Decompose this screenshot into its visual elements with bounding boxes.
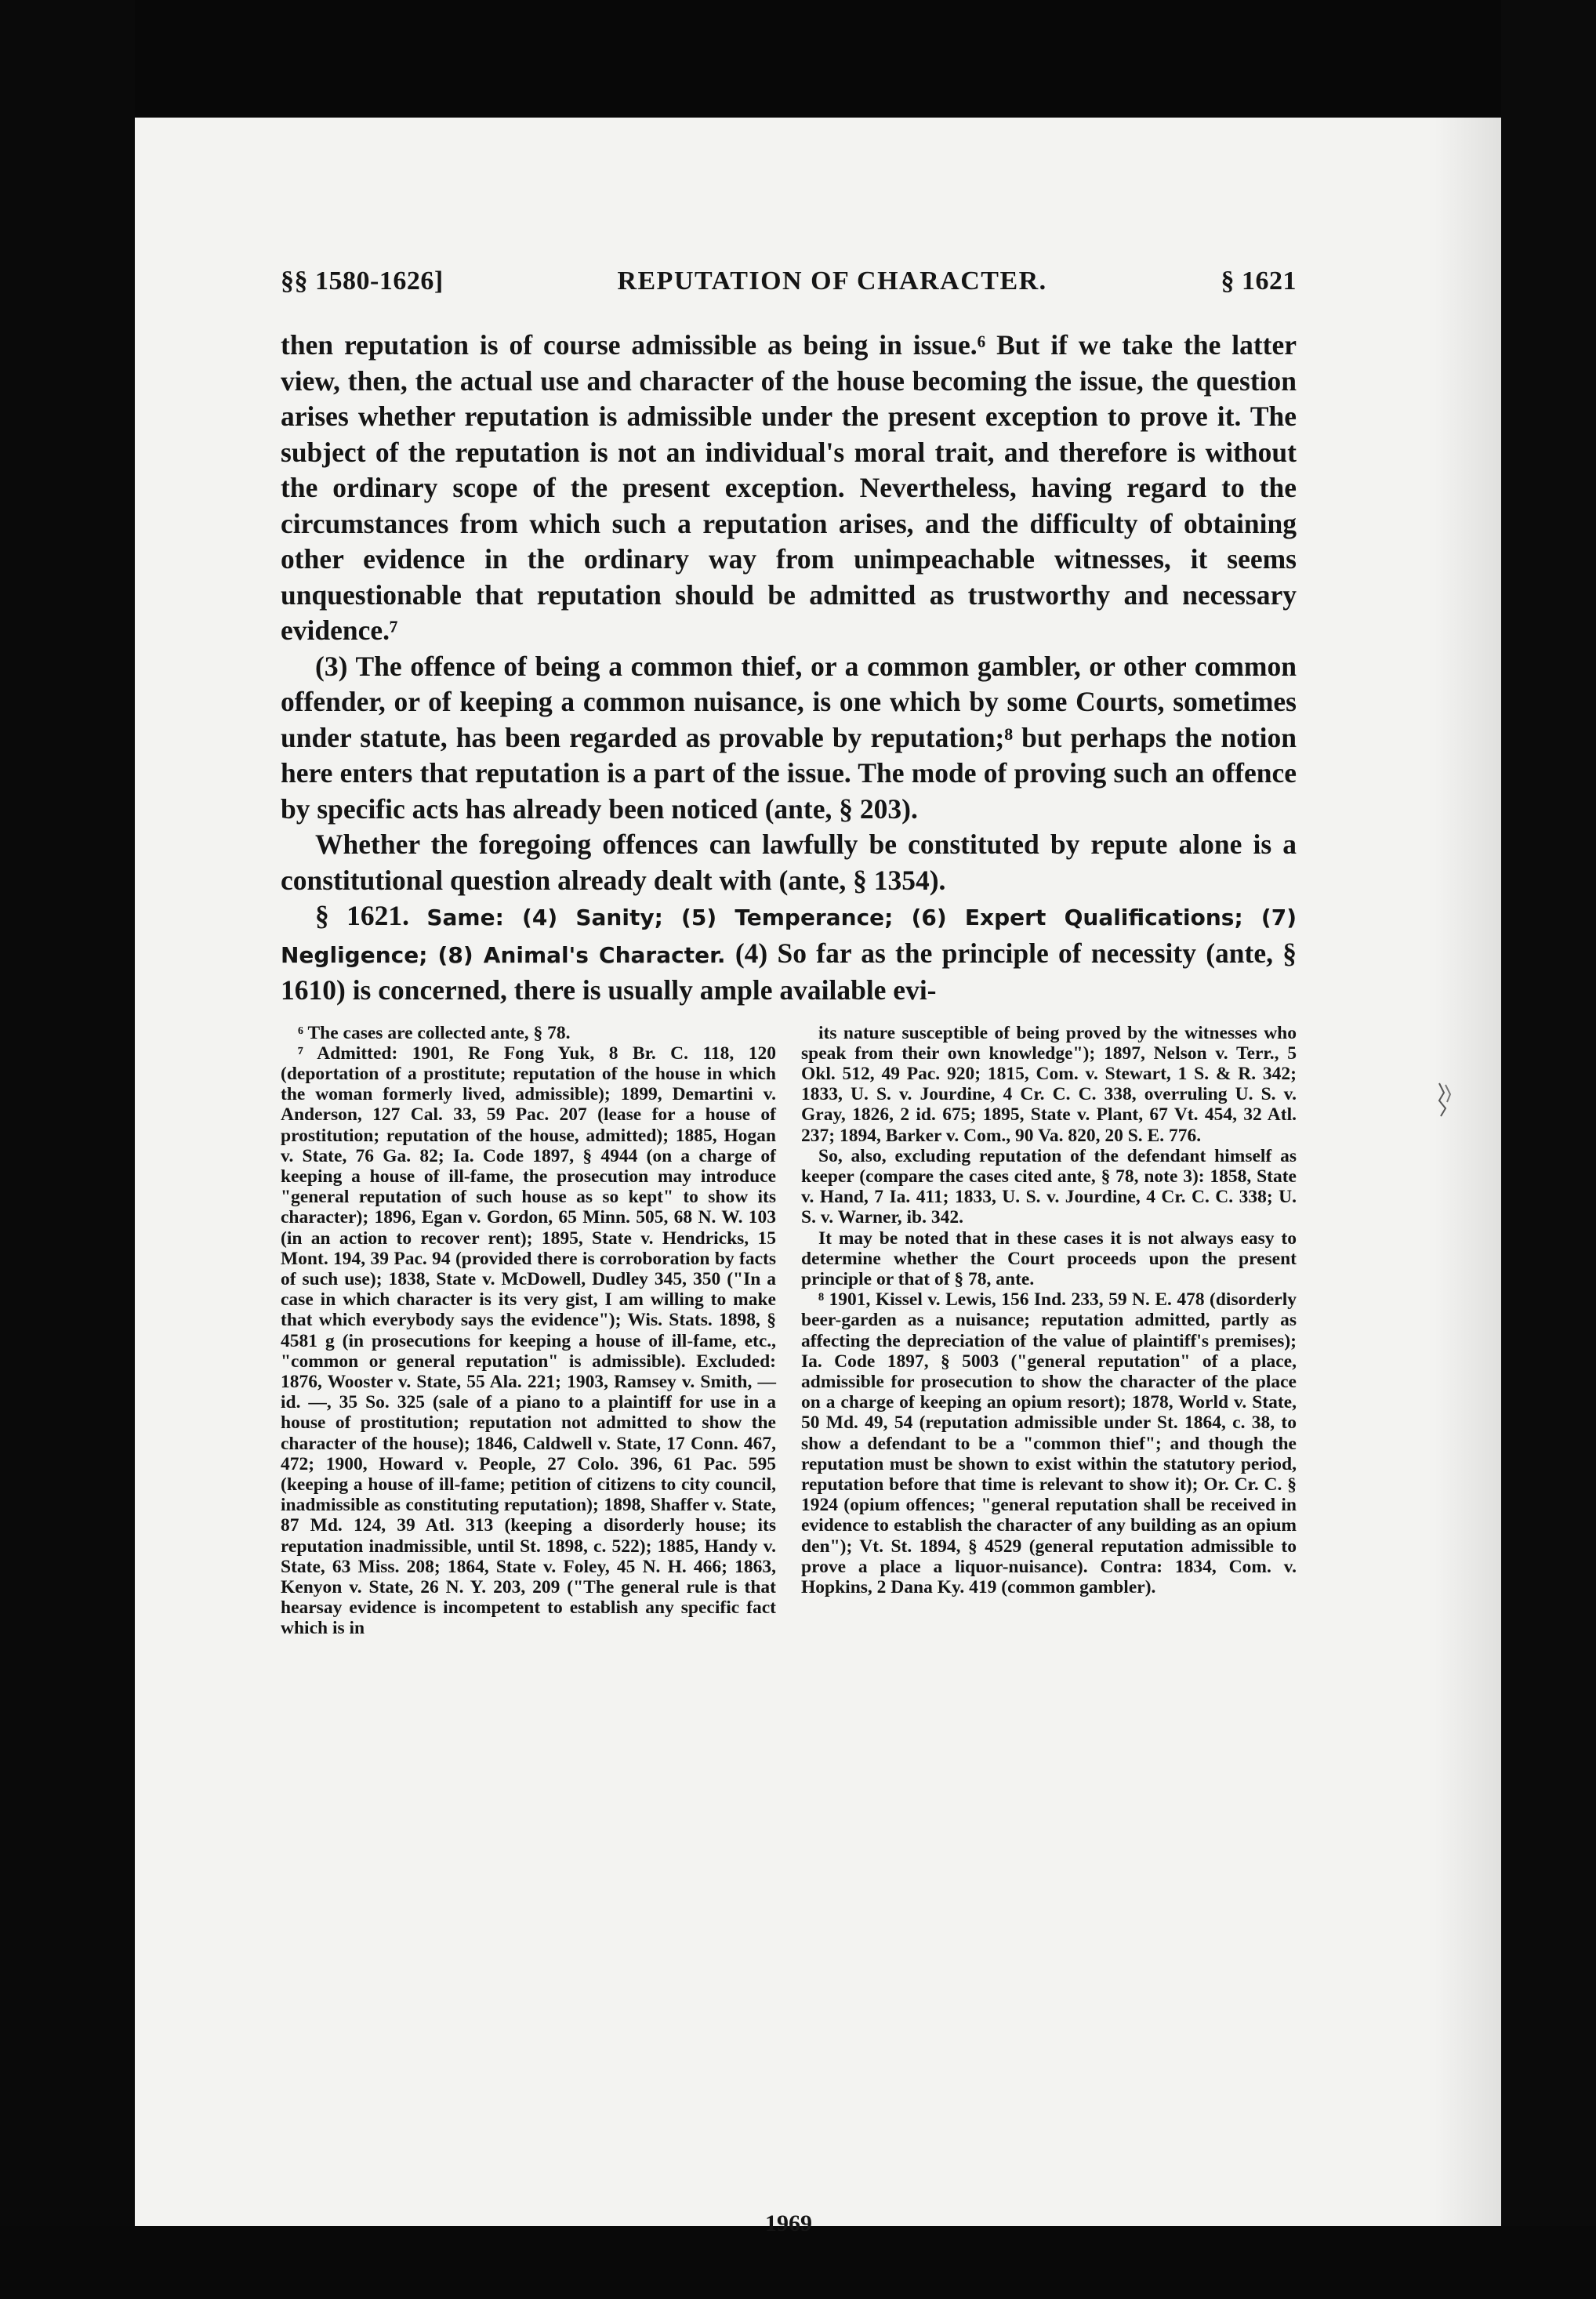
running-head [281, 267, 1297, 306]
page-edge-mark [1436, 1080, 1453, 1119]
body-paragraph-2: (3) The offence of being a common thief, or a common gambler, or other common offender, or of keeping a common nuisance, is one which by some Courts, sometimes under statute, has been regarded as provable by reputation;⁸ but perhaps the notion here enters that reputation is a part of the issue. The mode of proving such an offence by specific acts has already been noticed (ante, § 203). [281, 650, 1297, 825]
page-content [281, 267, 1297, 2236]
body-paragraph-1: then reputation is of course admissible as being in issue.⁶ But if we take the latter view, then, the actual use and character of the house becoming the issue, the question arises whether reputation is admissible under the present exception to prove it. The subject of the reputation is not an individual's moral trait, and therefore is without the ordinary scope of the present exception. Nevertheless, having regard to the circumstances from which such a reputation arises, and the difficulty of obtaining other evidence in the ordinary way from unimpeachable witnesses, it seems unquestionable that reputation should be admitted as trustworthy and necessary evidence.⁷ [281, 329, 1297, 646]
footnote-6: ⁶ The cases are collected ante, § 78. [298, 1022, 571, 1043]
body-paragraph-3: Whether the foregoing offences can lawfully be constituted by repute alone is a constitutional question already dealt with (ante, § 1354). [281, 829, 1297, 896]
footnotes [281, 1023, 1297, 1639]
section-heading: Same: (4) Sanity; (5) Temperance; (6) Expert Qualifications; (7) Negligence; (8) Animal's Character. [281, 905, 1297, 968]
scan-frame-top [0, 0, 1596, 118]
running-head-section: § 1621 [1221, 267, 1297, 296]
page-gutter-shadow [1435, 118, 1501, 2226]
body-text [281, 328, 1297, 1009]
running-head-sections: §§ 1580-1626] [281, 267, 444, 296]
footnote-7-defendant-note: So, also, excluding reputation of the defendant himself as keeper (compare the cases cited ante, § 78, note 3): 1858, State v. Hand, 7 Ia. 411; 1833, U. S. v. Jourdine, 4 Cr. C. C. 338; U. S. v. Warner, ib. 342. [801, 1145, 1297, 1228]
footnote-8: ⁸ 1901, Kissel v. Lewis, 156 Ind. 233, 59 N. E. 478 (disorderly beer-garden as a nuisance; reputation admitted, partly as affecting the depreciation of the value of plaintiff's premises); Ia. Code 1897, § 5003 ("general reputation" of a place, admissible for prosecution to show the character of the place on a charge of keeping an opium resort); 1878, World v. State, 50 Md. 49, 54 (reputation admissible under St. 1864, c. 38, to show a defendant to be a "common thief"; and though the reputation must be shown to exist within the statutory period, reputation before that time is relevant to show it); Or. Cr. C. § 1924 (opium offences; "general reputation shall be received in evidence to establish the character of any building as an opium den"); Vt. St. 1894, § 4529 (general reputation admissible to prove a place a liquor-nuisance). Contra: 1834, Com. v. Hopkins, 2 Dana Ky. 419 (common gambler). [801, 1289, 1297, 1597]
section-1621-text: (4) So far as the principle of necessity (ante, § 1610) is concerned, there is usually ample available evi- [281, 937, 1297, 1006]
footnotes-right-column [801, 1023, 1297, 1639]
footnote-7: ⁷ Admitted: 1901, Re Fong Yuk, 8 Br. C. 118, 120 (deportation of a prostitute; reputation of the house in which the woman formerly lived, admissible); 1899, Demartini v. Anderson, 127 Cal. 33, 59 Pac. 207 (lease for a house of prostitution; reputation of the house, admitted); 1885, Hogan v. State, 76 Ga. 82; Ia. Code 1897, § 4944 (on a charge of keeping a house of ill-fame, the prosecution may introduce "general reputation of such house as so kept" to show its character); 1896, Egan v. Gordon, 65 Minn. 505, 68 N. W. 103 (in an action to recover rent); 1895, State v. Hendricks, 15 Mont. 194, 39 Pac. 94 (provided there is corroboration by facts of such use); 1838, State v. McDowell, Dudley 345, 350 ("In a case in which character is its very gist, I am willing to make that which everybody says the evidence"); Wis. Stats. 1898, § 4581 g (in prosecutions for keeping a house of ill-fame, etc., "common or general reputation" is admissible). Excluded: 1876, Wooster v. State, 55 Ala. 221; 1903, Ramsey v. Smith, — id. —, 35 So. 325 (sale of a piano to a plaintiff for use in a house of prostitution; reputation not admitted to show the character of the house); 1846, Caldwell v. State, 17 Conn. 467, 472; 1900, Howard v. People, 27 Colo. 396, 61 Pac. 595 (keeping a house of ill-fame; petition of citizens to city council, inadmissible as constituting reputation); 1898, Shaffer v. State, 87 Md. 124, 39 Atl. 313 (keeping a disorderly house; its reputation inadmissible, until St. 1898, c. 522); 1885, Handy v. State, 63 Miss. 208; 1864, State v. Foley, 45 N. H. 466; 1863, Kenyon v. State, 26 N. Y. 203, 209 ("The general rule is that hearsay evidence is incompetent to establish any specific fact which is in [281, 1043, 776, 1639]
running-head-title: REPUTATION OF CHARACTER. [617, 267, 1047, 296]
footnotes-left-column [281, 1023, 776, 1639]
page-number: 1969 [765, 2210, 812, 2236]
section-number: § 1621. [315, 900, 409, 931]
section-1621-paragraph [281, 898, 1297, 1009]
footnote-7-continued: its nature susceptible of being proved by the witnesses who speak from their own knowledge"); 1897, Nelson v. Terr., 5 Okl. 512, 49 Pac. 920; 1815, Com. v. Stewart, 1 S. & R. 342; 1833, U. S. v. Jourdine, 4 Cr. C. C. 338, overruling U. S. v. Gray, 1826, 2 id. 675; 1895, State v. Plant, 67 Vt. 454, 32 Atl. 237; 1894, Barker v. Com., 90 Va. 820, 20 S. E. 776. [801, 1022, 1297, 1146]
scan-frame-right [1501, 0, 1596, 2299]
scan-frame-left [0, 0, 135, 2299]
footnote-7-remark: It may be noted that in these cases it is not always easy to determine whether the Court proceeds upon the present principle or that of § 78, ante. [801, 1227, 1297, 1289]
